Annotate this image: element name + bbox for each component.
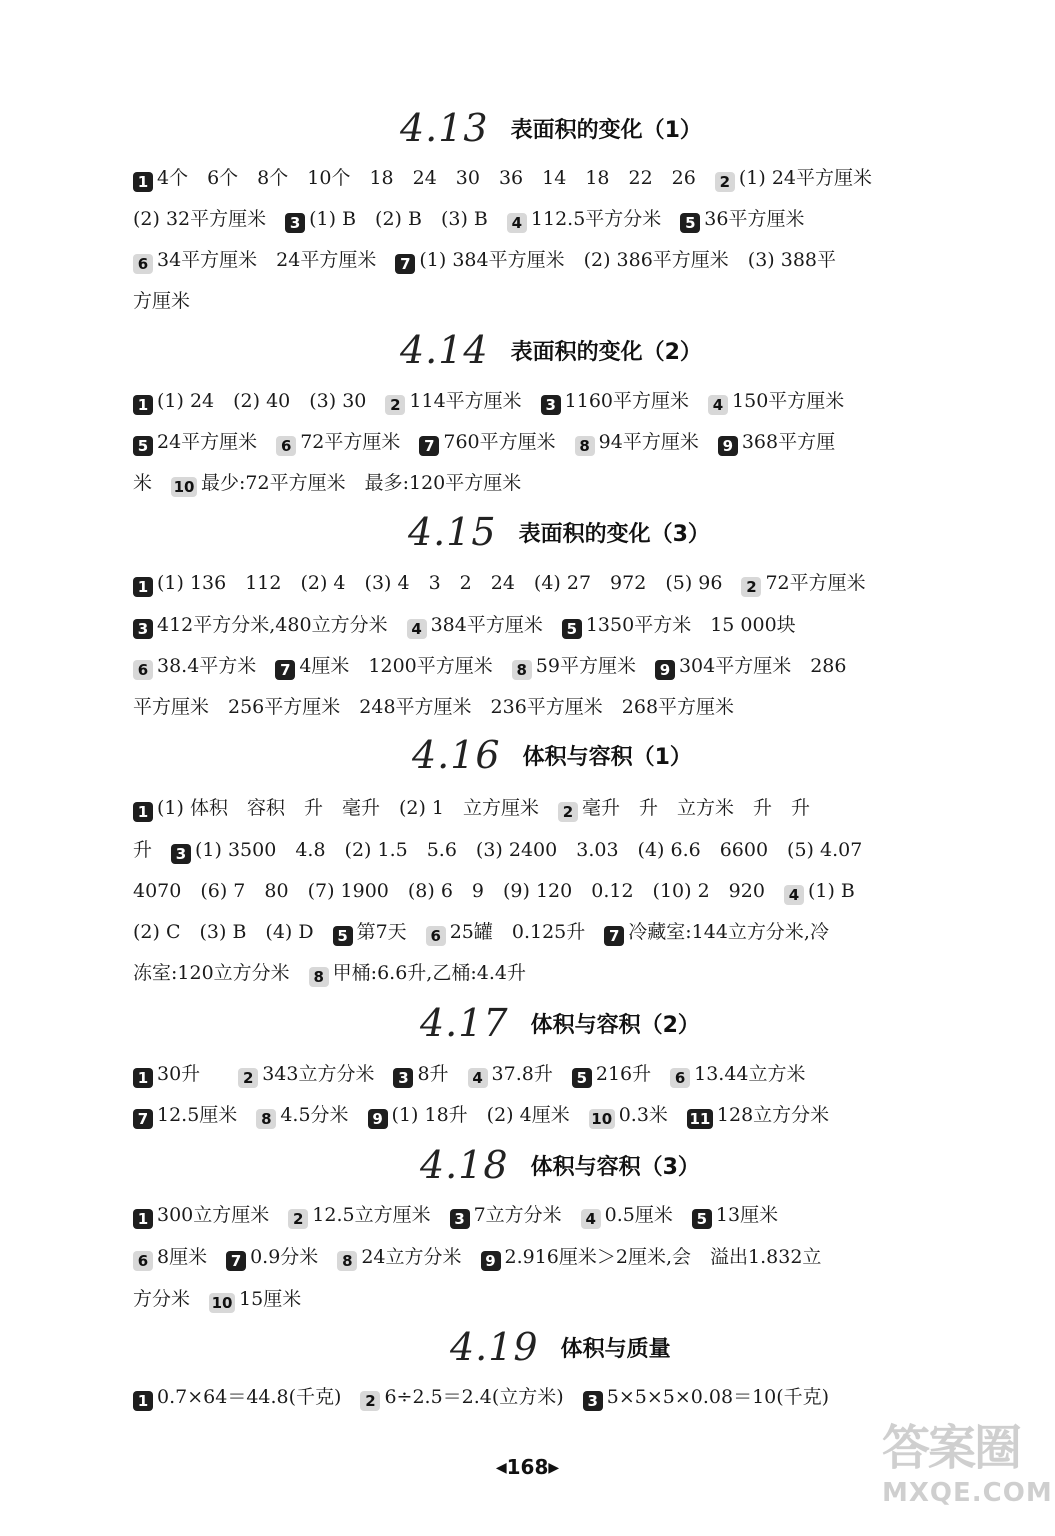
question-number-badge: 4 [407,619,427,639]
question-number-badge: 1 [133,1391,153,1411]
answer-line [133,248,836,274]
question-number-badge: 2 [385,395,405,415]
question-number-badge: 4 [468,1068,488,1088]
answer-text: 304平方厘米 286 [678,655,847,677]
question-number-badge: 4 [708,395,728,415]
answer-text: 30升 [157,1063,239,1085]
answer-line [133,389,844,415]
question-number-badge: 5 [562,619,582,639]
answer-text: (1) 24平方厘米 [738,167,872,189]
next-arrow-icon: ▶ [548,1460,560,1476]
question-number-badge: 3 [583,1391,603,1411]
answer-text: 13厘米 [715,1204,779,1226]
answer-line [133,796,810,822]
question-number-badge: 8 [575,436,595,456]
answer-text: 34平方厘米 24平方厘米 [157,249,396,271]
answer-text: 13.44立方米 [694,1063,806,1085]
question-number-badge: 3 [541,395,561,415]
section-number: 4.14 [400,328,489,372]
question-number-badge: 5 [572,1068,592,1088]
section-title: 体积与容积（3） [530,1154,700,1180]
answer-text: 15厘米 [239,1288,302,1310]
question-number-badge: 7 [419,436,439,456]
question-number-badge: 9 [655,660,675,680]
answer-text: 216升 [595,1063,671,1085]
answer-text: 米 [133,472,172,494]
section-title: 体积与容积（2） [530,1012,700,1038]
answer-text: 94平方厘米 [598,431,718,453]
answer-line [133,1385,829,1411]
question-number-badge: 1 [133,577,153,597]
answer-line [133,166,872,192]
answer-line [133,471,521,497]
answer-text: 72平方厘米 [765,572,866,594]
answer-line [133,961,526,987]
answer-text: 2.916厘米＞2厘米,会 溢出1.832立 [504,1246,822,1268]
question-number-badge: 6 [426,926,446,946]
section-header [400,325,702,375]
watermark-url: MXQE.COM [882,1478,1053,1508]
answer-text: (1) B (2) B (3) B [309,208,507,230]
answer-text: 37.8升 [491,1063,572,1085]
question-number-badge: 6 [276,436,296,456]
question-number-badge: 5 [680,213,700,233]
answer-text: 128立方分米 [716,1104,830,1126]
answer-line [133,430,835,456]
answer-text: 冷藏室:144立方分米,冷 [628,921,829,943]
question-number-badge: 8 [337,1251,357,1271]
question-number-badge: 8 [256,1109,276,1129]
section-number: 4.19 [450,1325,539,1369]
question-number-badge: 5 [333,926,353,946]
section-number: 4.13 [400,106,489,150]
answer-text: 冻室:120立方分米 [133,962,309,984]
section-header [420,998,700,1048]
answer-line [133,1103,829,1129]
question-number-badge: 5 [692,1209,712,1229]
question-number-badge: 1 [133,1068,153,1088]
answer-text: (2) 32平方厘米 [133,208,286,230]
answer-text: 24平方厘米 [157,431,277,453]
question-number-badge: 9 [481,1251,501,1271]
answer-line [133,838,862,864]
answer-text: (1) 体积 容积 升 毫升 (2) 1 立方厘米 [157,797,558,819]
answer-text: 方厘米 [133,290,191,312]
answer-text: (1) 18升 (2) 4厘米 [391,1104,589,1126]
answer-line [133,920,829,946]
section-number: 4.16 [412,733,501,777]
answer-text: 25罐 0.125升 [449,921,605,943]
question-number-badge: 1 [133,172,153,192]
answer-line [133,1203,778,1229]
answer-text: (1) 136 112 (2) 4 (3) 4 3 2 24 (4) 27 972 (5) 96 [157,572,742,594]
answer-line [133,289,190,313]
answer-text: 4厘米 1200平方厘米 [299,655,512,677]
answer-line [133,613,796,639]
question-number-badge: 9 [718,436,738,456]
section-title: 表面积的变化（1） [510,117,702,143]
question-number-badge: 7 [226,1251,246,1271]
question-number-badge: 7 [275,660,295,680]
answer-text: 升 [133,839,172,861]
answer-text: (1) 384平方厘米 (2) 386平方厘米 (3) 388平 [419,249,837,271]
question-number-badge: 7 [133,1109,153,1129]
answer-text: 384平方厘米 [430,614,562,636]
question-number-badge: 8 [309,967,329,987]
section-header [420,1140,700,1190]
answer-text: (1) 24 (2) 40 (3) 30 [157,390,386,412]
question-number-badge: 2 [741,577,761,597]
answer-line [133,695,734,719]
question-number-badge: 6 [133,254,153,274]
answer-text: 38.4平方米 [157,655,276,677]
answer-text: 24立方分米 [361,1246,481,1268]
answer-line [133,1062,806,1088]
question-number-badge: 4 [784,885,804,905]
answer-text: 59平方厘米 [535,655,655,677]
question-number-badge: 6 [670,1068,690,1088]
question-number-badge: 6 [133,1251,153,1271]
question-number-badge: 3 [393,1068,413,1088]
answer-text: 0.5厘米 [604,1204,692,1226]
answer-text: 114平方厘米 [409,390,541,412]
answer-text: 343立方分米 [262,1063,394,1085]
answer-text: 最少:72平方厘米 最多:120平方厘米 [201,472,522,494]
answer-text: (2) C (3) B (4) D [133,921,333,943]
section-header [408,507,710,557]
question-number-badge: 1 [133,802,153,822]
question-number-badge: 7 [395,254,415,274]
question-number-badge: 3 [450,1209,470,1229]
answer-text: 0.3米 [618,1104,687,1126]
question-number-badge: 4 [507,213,527,233]
question-number-badge: 5 [133,436,153,456]
question-number-badge: 2 [360,1391,380,1411]
answer-text: 12.5立方厘米 [312,1204,450,1226]
question-number-badge: 3 [133,619,153,639]
answer-text: 12.5厘米 [157,1104,257,1126]
answer-line [133,654,846,680]
question-number-badge: 6 [133,660,153,680]
answer-text: 0.7×64＝44.8(千克) [157,1386,361,1408]
question-number-badge: 10 [209,1293,235,1313]
question-number-badge: 9 [368,1109,388,1129]
answer-line [133,207,804,233]
answer-text: 4.5分米 [280,1104,368,1126]
prev-arrow-icon: ◀ [495,1460,507,1476]
section-number: 4.17 [420,1001,509,1045]
answer-text: 760平方厘米 [443,431,575,453]
answer-text: 72平方厘米 [300,431,420,453]
answer-text: 8厘米 [157,1246,227,1268]
answer-text: 方分米 [133,1288,210,1310]
answer-text: 平方厘米 256平方厘米 248平方厘米 236平方厘米 268平方厘米 [133,696,735,718]
answer-text: 412平方分米,480立方分米 [157,614,407,636]
answer-text: 7立方分米 [473,1204,581,1226]
answer-text: 36平方厘米 [704,208,805,230]
section-header [412,730,692,780]
answer-text: 1350平方米 15 000块 [585,614,796,636]
question-number-badge: 2 [238,1068,258,1088]
answer-text: 150平方厘米 [732,390,845,412]
section-title: 表面积的变化（3） [518,521,710,547]
section-header [400,103,702,153]
answer-text: 4个 6个 8个 10个 18 24 30 36 14 18 22 26 [157,167,715,189]
section-number: 4.15 [408,510,497,554]
answer-text: 368平方厘 [741,431,836,453]
answer-text: 0.9分米 [250,1246,338,1268]
section-title: 表面积的变化（2） [510,339,702,365]
watermark-logo-text: 答案圈 [882,1420,1021,1476]
answer-text: 5×5×5×0.08＝10(千克) [606,1386,830,1408]
page-number-text: 168 [506,1455,549,1479]
answer-text: 1160平方厘米 [564,390,709,412]
question-number-badge: 7 [604,926,624,946]
question-number-badge: 11 [687,1109,713,1129]
question-number-badge: 4 [581,1209,601,1229]
question-number-badge: 1 [133,395,153,415]
answer-text: 4070 (6) 7 80 (7) 1900 (8) 6 9 (9) 120 0.12 (10) 2 920 [133,880,784,902]
answer-text: 112.5平方分米 [530,208,681,230]
question-number-badge: 2 [288,1209,308,1229]
question-number-badge: 10 [171,477,197,497]
watermark [882,1418,1053,1526]
answer-text: 毫升 升 立方米 升 升 [582,797,811,819]
section-title: 体积与容积（1） [522,744,692,770]
question-number-badge: 2 [558,802,578,822]
question-number-badge: 3 [171,844,191,864]
question-number-badge: 10 [589,1109,615,1129]
answer-line [133,571,866,597]
answer-text: 6÷2.5＝2.4(立方米) [384,1386,583,1408]
question-number-badge: 2 [715,172,735,192]
section-title: 体积与质量 [560,1336,671,1362]
answer-text: 第7天 [356,921,426,943]
answer-text: (1) B [807,880,855,902]
answer-text: 300立方厘米 [157,1204,289,1226]
answer-line [133,1245,821,1271]
answer-text: 甲桶:6.6升,乙桶:4.4升 [332,962,526,984]
question-number-badge: 1 [133,1209,153,1229]
answer-line [133,879,855,905]
section-number: 4.18 [420,1143,509,1187]
answer-text: (1) 3500 4.8 (2) 1.5 5.6 (3) 2400 3.03 (4) 6.6 6600 (5) 4.07 [195,839,863,861]
answer-text: 8升 [417,1063,468,1085]
question-number-badge: 3 [285,213,305,233]
section-header [450,1322,671,1372]
question-number-badge: 8 [512,660,532,680]
answer-line [133,1287,301,1313]
